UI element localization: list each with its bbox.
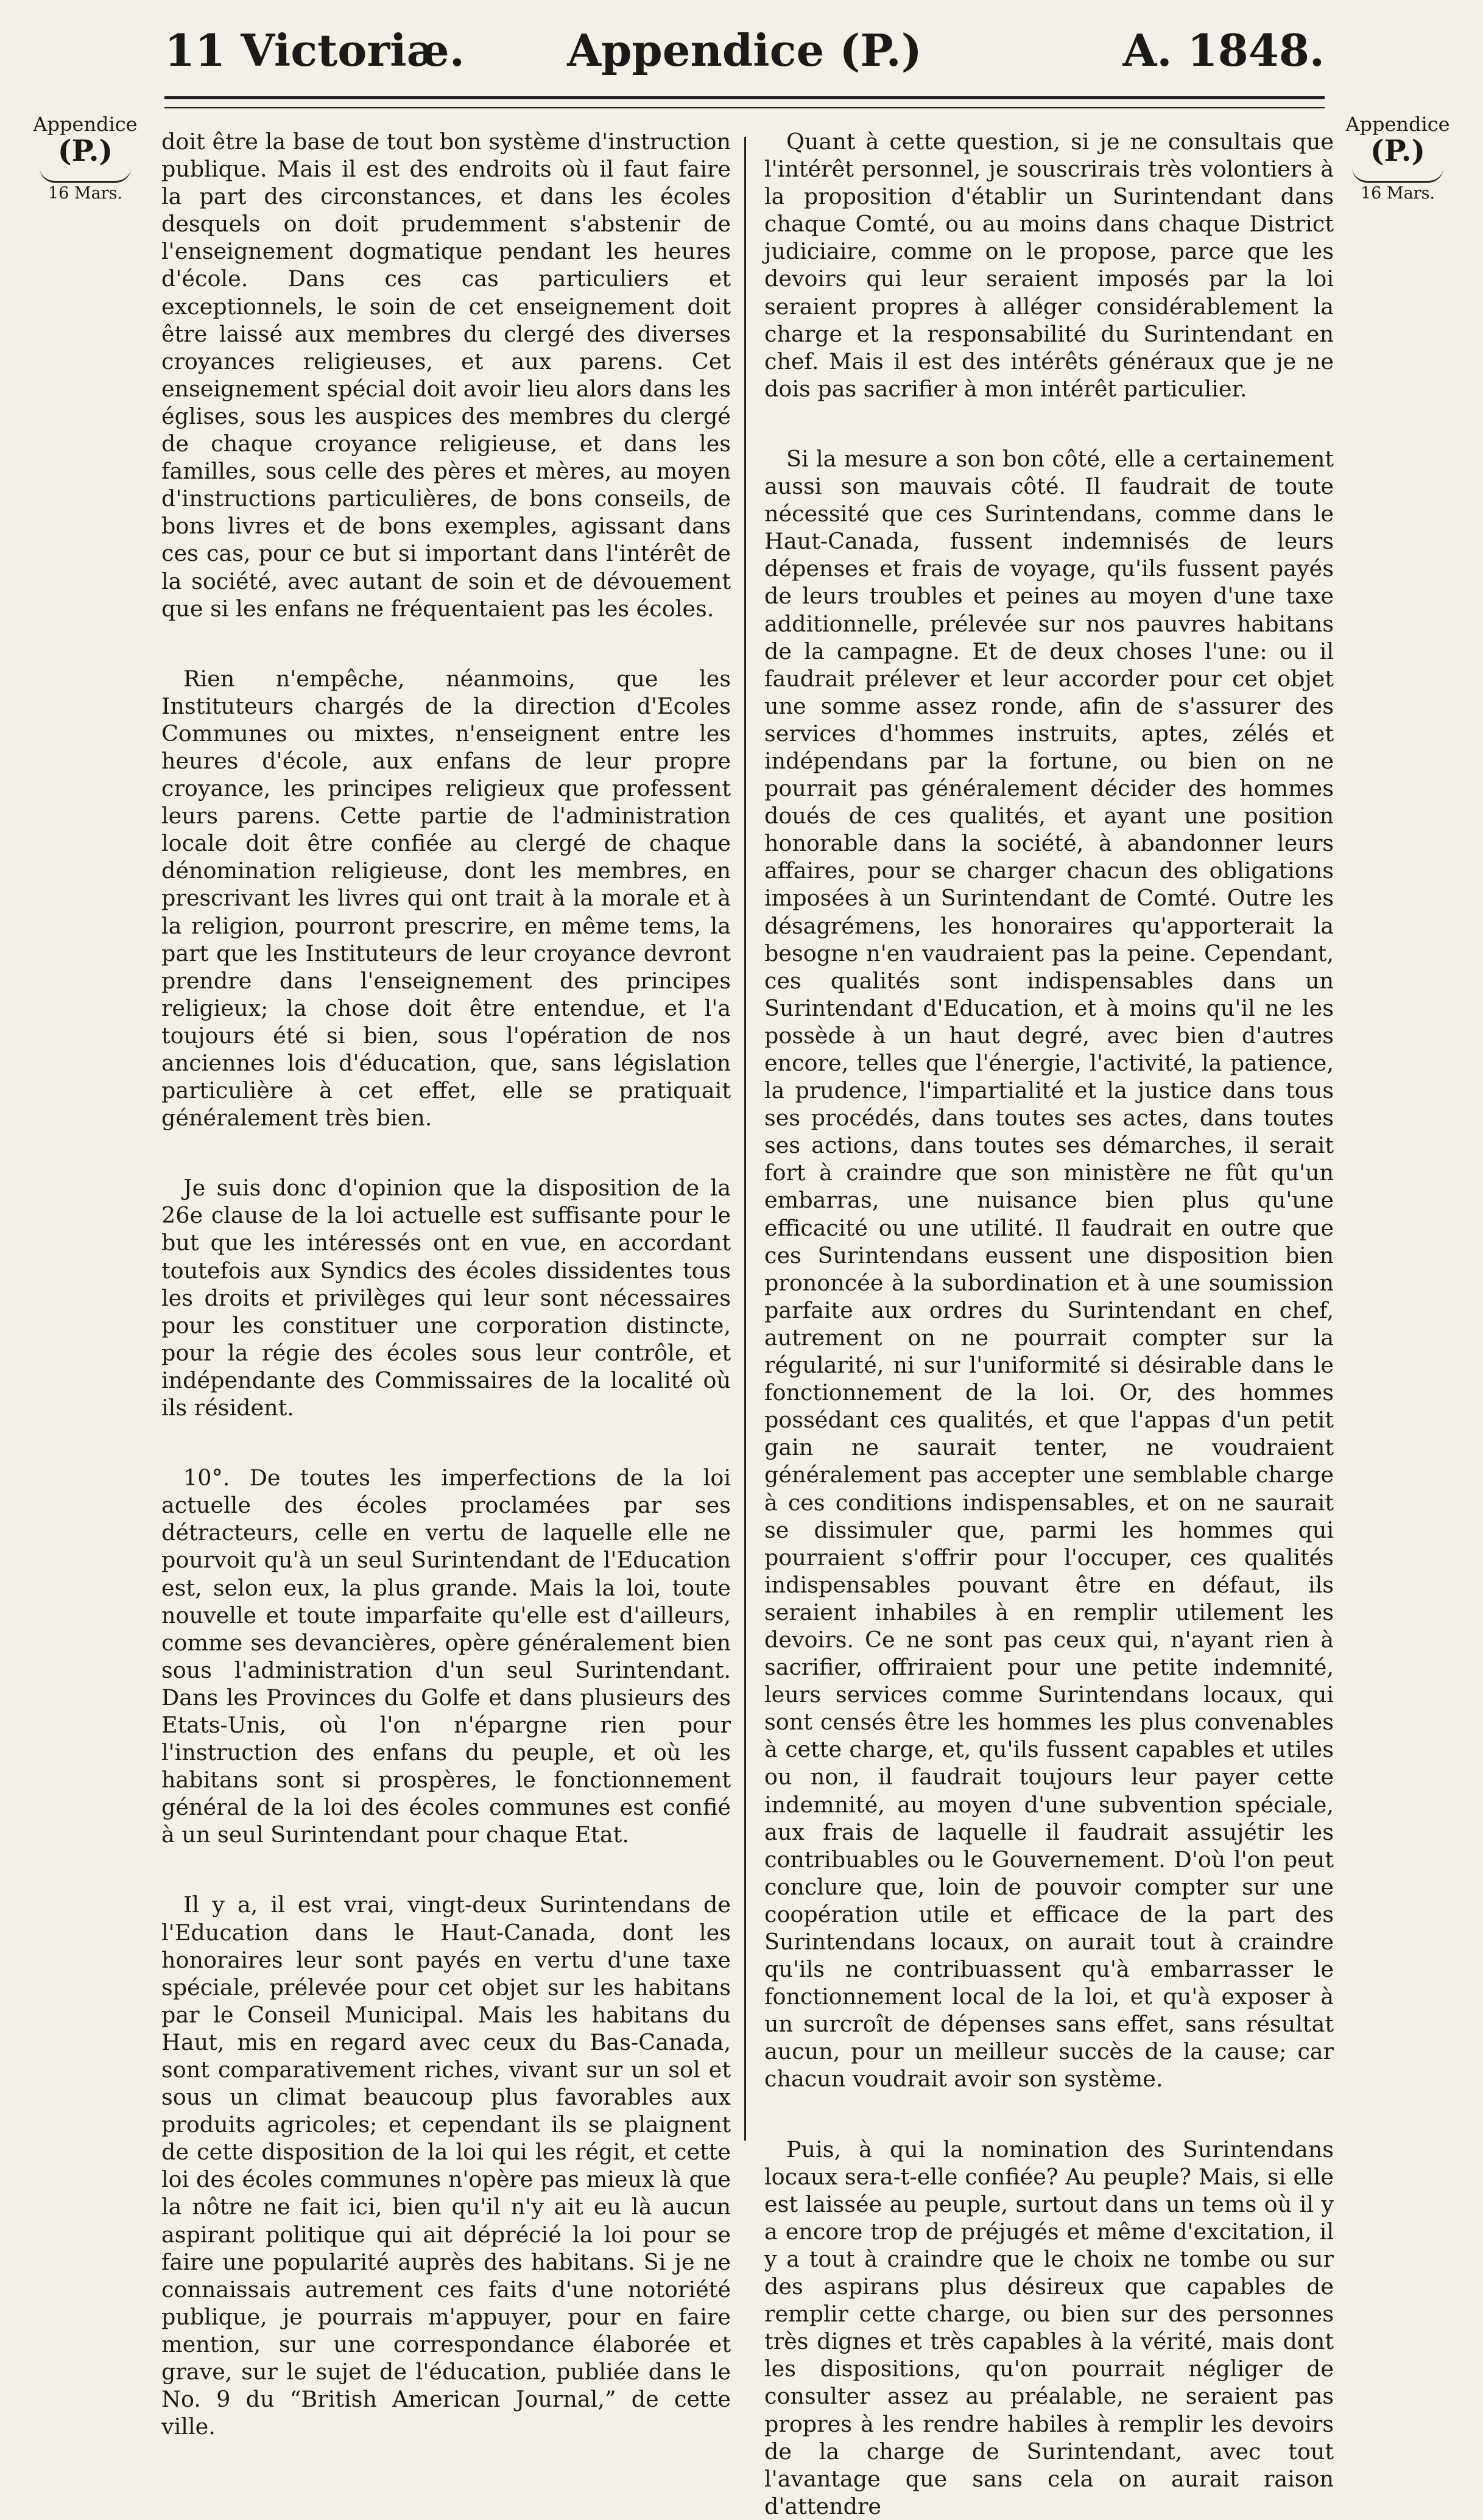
brace-mark (1352, 167, 1443, 183)
paragraph: Puis, à qui la nomination des Surintendans locaux sera-t-elle confiée? Au peuple? Mais, si elle est laissée au peuple, surtout dans un tems où il y a encore trop de préjugés et même d'excitation, il y a tout à craindre que le choix ne tombe ou sur des aspirans plus désireux que capables de remplir cette charge, ou bien sur des personnes très dignes et très capables à la vérité, mais dont les dispositions, qu'on pourrait négliger de consulter assez au préalable, ne seraient pas propres à les rendre habiles à remplir les devoirs de la charge de Surintendant, avec tout l'avantage que sans cela on aurait raison d'attendre (764, 2136, 1334, 2519)
paragraph: Je suis donc d'opinion que la disposition de la 26e clause de la loi actuelle est suffisante pour le but que les intéressés ont en vue, en accordant toutefois aux Syndics des écoles dissidentes tous les droits et privilèges qui leur sont nécessaires pour les constituer une corporation distincte, pour la régie des écoles sous leur contrôle, et indépendante des Commissaires de la localité où ils résident. (161, 1175, 731, 1421)
paragraph: Si la mesure a son bon côté, elle a certainement aussi son mauvais côté. Il faudrait de toute nécessité que ces Surintendans, comme dans le Haut-Canada, fussent indemnisés de leurs dépenses et frais de voyage, qu'ils fussent payés de leurs troubles et peines au moyen d'une taxe additionnelle, prélevée sur nos pauvres habitans de la campagne. Et de deux choses l'une: ou il faudrait prélever et leur accorder pour cet objet une somme assez ronde, afin de s'assurer des services d'hommes instruits, aptes, zélés et indépendans par la fortune, ou bien on ne pourrait pas généralement décider des hommes doués de ces qualités, et ayant une position honorable dans la société, à abandonner leurs affaires, pour se charger chacun des obligations imposées à un Surintendant de Comté. Outre les désagrémens, les honoraires qu'apporterait la besogne n'en vaudraient pas la peine. Cependant, ces qualités sont indispensables dans un Surintendant d'Education, et à moins qu'il ne les possède à un haut degré, avec bien d'autres encore, telles que l'énergie, l'activité, la patience, la prudence, l'impartialité et la justice dans tous ses procédés, dans toutes ses actes, dans toutes ses actions, dans toutes ses démarches, il serait fort à craindre que son ministère ne fût qu'un embarras, une nuisance bien plus qu'une efficacité ou une utilité. Il faudrait en outre que ces Surintendans eussent une disposition bien prononcée à la subordination et à une soumission parfaite aux ordres du Surintendant en chef, autrement on ne pourrait compter sur la régularité, ni sur l'uniformité si désirable dans le fonctionnement de la loi. Or, des hommes possédant ces qualités, et que l'appas d'un petit gain ne saurait tenter, ne voudraient généralement pas accepter une semblable charge à ces conditions indispensables, et on ne saurait se dissimuler que, parmi les hommes qui pourraient s'offrir pour l'occuper, ces qualités indispensables pouvant être en défaut, ils seraient inhabiles à en remplir utilement les devoirs. Ce ne sont pas ceux qui, n'ayant rien à sacrifier, offriraient pour une petite indemnité, leurs services comme Surintendans locaux, qui sont censés être les hommes les plus convenables à cette charge, et, qu'ils fussent capables et utiles ou non, il faudrait toujours leur payer cette indemnité, au moyen d'une subvention spéciale, aux frais de laquelle il faudrait assujétir les contribuables ou le Gouvernement. D'où l'on peut conclure que, loin de pouvoir compter sur une coopération utile et efficace de la part des Surintendans locaux, on aurait tout à craindre qu'ils ne contribuassent qu'à embarrasser le fonctionnement local de la loi, et qu'à exposer à un surcroît de dépenses sans effet, sans résultat aucun, pour un meilleur succès de la cause; car chacun voudrait avoir son système. (764, 445, 1334, 2092)
margin-label: Appendice (1345, 113, 1450, 136)
margin-letter: (P.) (1370, 134, 1426, 168)
margin-letter: (P.) (57, 134, 113, 168)
header-rule-thin (164, 107, 1325, 108)
margin-date: 16 Mars. (1360, 184, 1435, 203)
paragraph: 10°. De toutes les imperfections de la loi actuelle des écoles proclamées par ses détracteurs, celle en vertu de laquelle elle ne pourvoit qu'à un seul Surintendant de l'Education est, selon eux, la plus grande. Mais la loi, toute nouvelle et toute imparfaite qu'elle est d'ailleurs, comme ses devancières, opère généralement bien sous l'administration d'un seul Surintendant. Dans les Provinces du Golfe et dans plusieurs des Etats-Unis, où l'on n'épargne rien pour l'instruction des enfans du peuple, et où les habitans sont si prospères, le fonctionnement général de la loi des écoles communes est confié à un seul Surintendant pour chaque Etat. (161, 1465, 731, 1848)
margin-date: 16 Mars. (48, 184, 123, 203)
margin-note-right (1340, 113, 1456, 203)
header-rule-thick (164, 96, 1325, 99)
margin-label: Appendice (33, 113, 138, 136)
header-appendix: Appendice (P.) (567, 24, 922, 76)
paragraph: doit être la base de tout bon système d'instruction publique. Mais il est des endroits où il faut faire la part des circonstances, et dans les écoles desquels on doit prudemment s'abstenir de l'enseignement dogmatique pendant les heures d'école. Dans ces cas particuliers et exceptionnels, le soin de cet enseignement doit être laissé aux membres du clergé des diverses croyances religieuses, et aux parens. Cet enseignement spécial doit avoir lieu alors dans les églises, sous les auspices des membres du clergé de chaque croyance religieuse, et dans les familles, sous celle des pères et mères, au moyen d'instructions particulières, de bons conseils, de bons livres et de bons exemples, agissant dans ces cas, pour ce but si important dans l'intérêt de la société, avec autant de soin et de dévouement que si les enfans ne fréquentaient pas les écoles. (161, 128, 731, 622)
header-year: A. 1848. (1122, 24, 1325, 76)
paragraph: Rien n'empêche, néanmoins, que les Instituteurs chargés de la direction d'Ecoles Communes ou mixtes, n'enseignent entre les heures d'école, aux enfans de leur propre croyance, les principes religieux que professent leurs parens. Cette partie de l'administration locale doit être confiée au clergé de chaque dénomination religieuse, dont les membres, en prescrivant les livres qui ont trait à la morale et à la religion, pourront prescrire, en même tems, la part que les Instituteurs de leur croyance devront prendre dans l'enseignement des principes religieux; la chose doit être entendue, et l'a toujours été si bien, sous l'opération de nos anciennes lois d'éducation, que, sans législation particulière à cet effet, elle se pratiquait généralement très bien. (161, 665, 731, 1132)
paragraph: Il y a, il est vrai, vingt-deux Surintendans de l'Education dans le Haut-Canada, dont les honoraires leur sont payés en vertu d'une taxe spéciale, prélevée pour cet objet sur les habitans par le Conseil Municipal. Mais les habitans du Haut, mis en regard avec ceux du Bas-Canada, sont comparativement riches, vivant sur un sol et sous un climat beaucoup plus favorables aux produits agricoles; et cependant ils se plaignent de cette disposition de la loi qui les régit, et cette loi des écoles communes n'opère pas mieux là que la nôtre ne fait ici, bien qu'il n'y ait eu là aucun aspirant politique qui ait déprécié la loi pour se faire une popularité auprès des habitans. Si je ne connaissais autrement ces faits d'une notoriété publique, je pourrais m'appuyer, pour en faire mention, sur une correspondance élaborée et grave, sur le sujet de l'éducation, publiée dans le No. 9 du “British American Journal,” de cette ville. (161, 1892, 731, 2440)
left-column (161, 128, 731, 2440)
header-session: 11 Victoriæ. (164, 24, 465, 76)
right-column (764, 128, 1334, 2520)
column-divider (744, 137, 746, 2141)
paragraph: Quant à cette question, si je ne consultais que l'intérêt personnel, je souscrirais très volontiers à la proposition d'établir un Surintendant dans chaque Comté, ou au moins dans chaque District judiciaire, comme on le propose, parce que les devoirs qui leur seraient imposés par la loi seraient propres à alléger considérablement la charge et la responsabilité du Surintendant en chef. Mais il est des intérêts généraux que je ne dois pas sacrifier à mon intérêt particulier. (764, 128, 1334, 402)
running-header (164, 24, 1325, 85)
margin-note-left (27, 113, 143, 203)
brace-mark (40, 167, 131, 183)
